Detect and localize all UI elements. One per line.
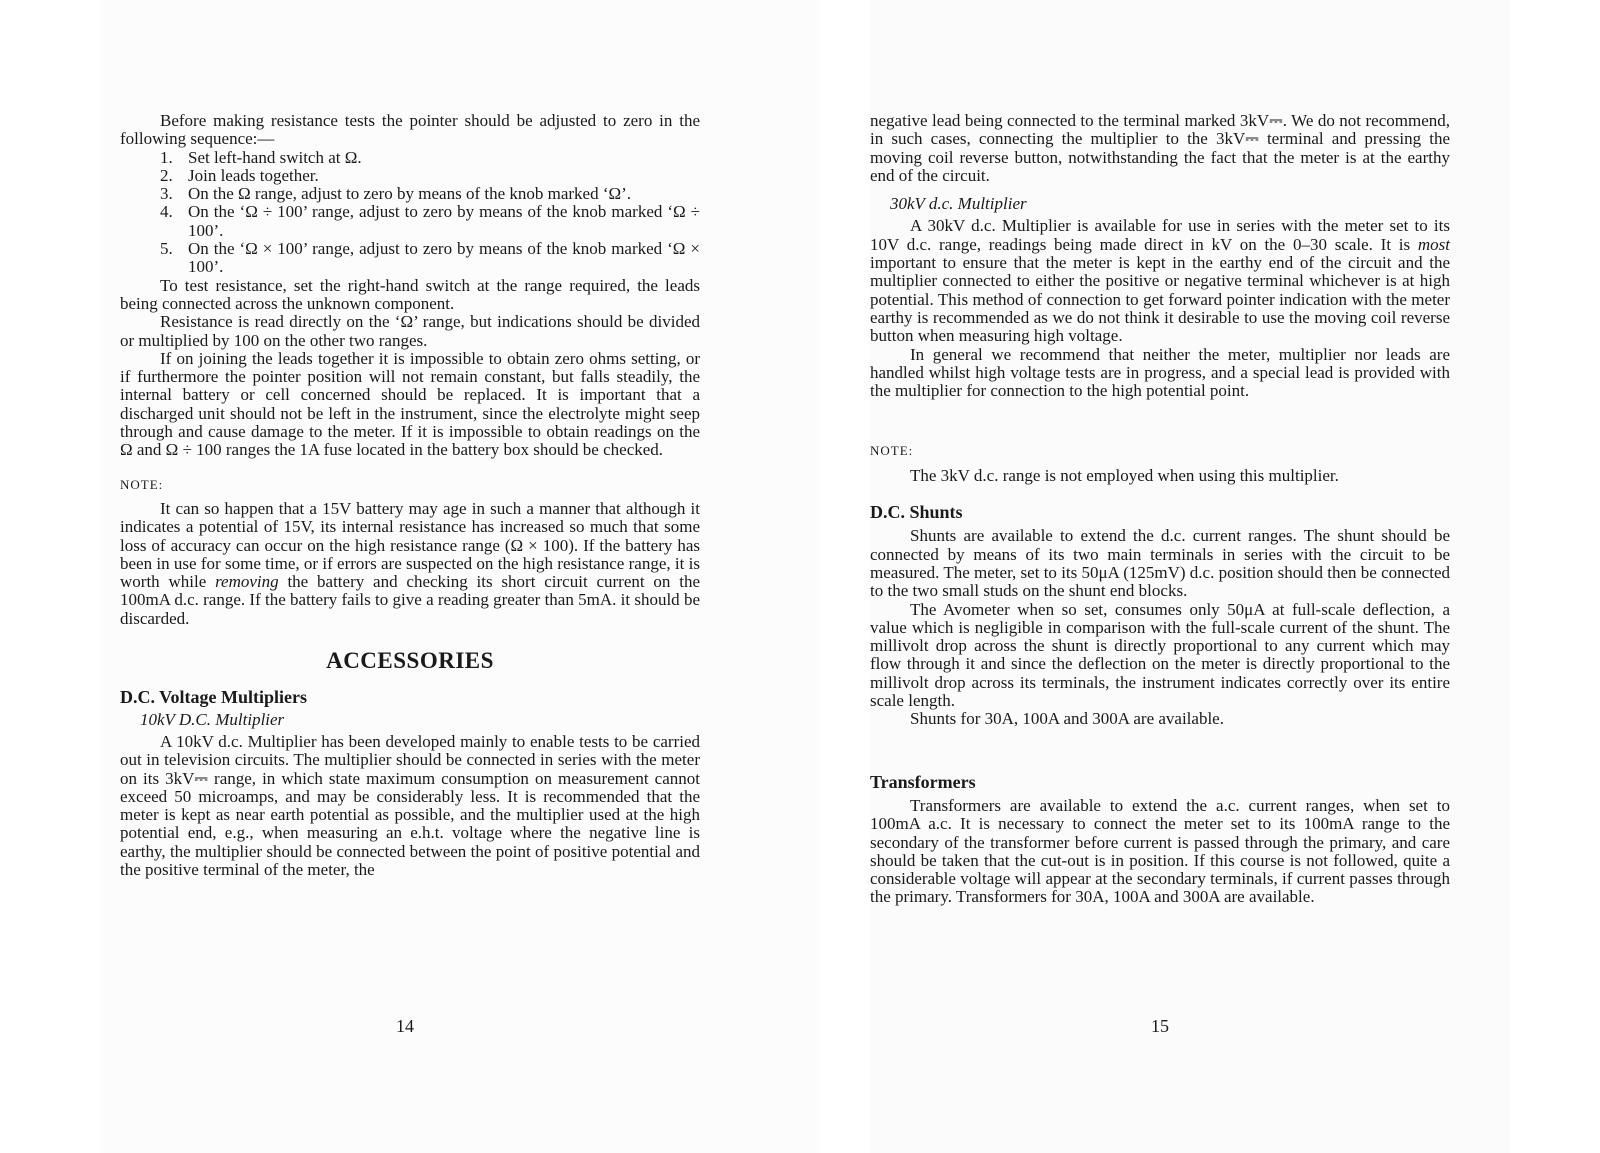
step-text: Join leads together.: [188, 165, 319, 185]
list-item: [120, 185, 700, 203]
transformers-heading: Transformers: [870, 771, 976, 792]
step-number: 1.: [160, 147, 173, 167]
note-text-part: the battery and checking its short circuit current on the 100mA d.c. range. If the battery fails to give a reading greater than 5mA. it should be discarded.: [120, 572, 700, 628]
dc-voltage-multipliers-heading: D.C. Voltage Multipliers: [120, 687, 307, 708]
step-number: 3.: [160, 184, 173, 204]
step-text: On the ‘Ω ÷ 100’ range, adjust to zero by means of the knob marked ‘Ω ÷ 100’.: [188, 202, 700, 240]
10kv-multiplier-subheading: 10kV D.C. Multiplier: [140, 709, 285, 729]
shunts-available-paragraph: Shunts for 30A, 100A and 300A are available.: [910, 709, 1224, 729]
30kv-multiplier-paragraph: [870, 217, 1450, 345]
note-label: NOTE:: [870, 443, 914, 459]
note-text: The 3kV d.c. range is not employed when using this multiplier.: [910, 465, 1339, 485]
zero-ohms-paragraph: If on joining the leads together it is impossible to obtain zero ohms setting, or if furthermore the pointer position will not remain constant, but falls steadily, the internal battery or cell concerned should be replaced. It is important that a discharged unit should not be left in the instrument, since the electrolyte might seep through and cause damage to the meter. If it is impossible to obtain readings on the Ω and Ω ÷ 100 ranges the 1A fuse located in the battery box should be checked.: [120, 348, 700, 460]
note-label: NOTE:: [120, 476, 164, 492]
note-text-part: It can so happen that a 15V battery may age in such a manner that although it indicates a potential of 15V, its internal resistance has increased so much that some loss of accuracy can occur on the high resistance range (Ω × 100). If the battery has been in use for some time, or if errors are suspected on the high resistance range, it is worth while: [120, 498, 700, 592]
list-item: [120, 203, 700, 240]
intro-paragraph: Before making resistance tests the pointer should be adjusted to zero in the following sequence:—: [120, 111, 700, 149]
paragraph-text-part: A 30kV d.c. Multiplier is available for use in series with the meter set to its 10V d.c. range, readings being made direct in kV on the 0–30 scale. It is: [870, 216, 1450, 254]
paragraph-emphasis: most: [1417, 234, 1450, 254]
10kv-multiplier-paragraph: A 10kV d.c. Multiplier has been developed mainly to enable tests to be carried out in television circuits. The multiplier should be connected in series with the meter on its 3kV⎓ range, in which state maximum consumption on measurement cannot exceed 50 microamps, and may be considerably less. It is recommended that the meter is kept as near earth potential as possible, and the multiplier used at the high potential end, e.g., when measuring an e.h.t. voltage where the negative line is earthy, the multiplier should be connected between the point of positive potential and the positive terminal of the meter, the: [120, 731, 700, 879]
step-text: On the ‘Ω × 100’ range, adjust to zero by means of the knob marked ‘Ω × 100’.: [188, 239, 700, 277]
read-resistance-paragraph: Resistance is read directly on the ‘Ω’ range, but indications should be divided or multiplied by 100 on the other two ranges.: [120, 312, 700, 350]
left-page: [100, 0, 820, 1153]
continued-paragraph: negative lead being connected to the terminal marked 3kV⎓. We do not recommend, in such cases, connecting the multiplier to the 3kV⎓ terminal and pressing the moving coil reverse button, notwithstanding the fact that the meter is at the earthy end of the circuit.: [870, 111, 1450, 185]
transformers-paragraph: Transformers are available to extend the a.c. current ranges, when set to 100mA a.c. It is necessary to connect the meter set to its 100mA range to the secondary of the transformer before current is passed through the primary, and care should be taken that the cut-out is in position. If this course is not followed, quite a considerable voltage will appear at the secondary terminals, if current passes through the primary. Transformers for 30A, 100A and 300A are available.: [870, 795, 1450, 907]
list-item: [120, 167, 700, 185]
step-number: 2.: [160, 165, 173, 185]
accessories-heading: ACCESSORIES: [326, 648, 494, 674]
zero-adjust-steps: [120, 149, 700, 277]
paragraph-text-part: important to ensure that the meter is kept in the earthy end of the circuit and the multiplier connected to either the positive or negative terminal whichever is at high potential. This method of connection to get forward pointer indication with the meter earthy is recommended as we do not think it desirable to use the moving coil reverse button when measuring high voltage.: [870, 253, 1450, 346]
avometer-paragraph: The Avometer when so set, consumes only 50μA at full-scale deflection, a value which is negligible in comparison with the full-scale current of the shunt. The millivolt drop across the shunt is directly proportional to any current which may flow through it and since the deflection on the meter is directly proportional to the millivolt drop across its terminals, the instrument indicates correctly over its entire scale length.: [870, 599, 1450, 711]
test-resistance-paragraph: To test resistance, set the right-hand switch at the range required, the leads being connected across the unknown component.: [120, 275, 700, 313]
right-page: [870, 0, 1510, 1153]
30kv-multiplier-subheading: 30kV d.c. Multiplier: [890, 194, 1027, 214]
note-emphasis: removing: [215, 572, 279, 592]
left-page-content: [120, 112, 700, 879]
page-number: 15: [1151, 1016, 1169, 1036]
dc-shunts-heading: D.C. Shunts: [870, 502, 963, 523]
right-page-content: [870, 112, 1450, 907]
step-text: On the Ω range, adjust to zero by means of the knob marked ‘Ω’.: [188, 184, 632, 204]
step-number: 5.: [160, 239, 173, 259]
list-item: [120, 149, 700, 167]
general-recommendation-paragraph: In general we recommend that neither the meter, multiplier nor leads are handled whilst high voltage tests are in progress, and a special lead is provided with the multiplier for connection to the high potential point.: [870, 344, 1450, 401]
step-number: 4.: [160, 202, 173, 222]
shunts-paragraph: Shunts are available to extend the d.c. current ranges. The shunt should be connected by means of its two main terminals in series with the circuit to be measured. The meter, set to its 50μA (125mV) d.c. position should then be connected to the two small studs on the shunt end blocks.: [870, 526, 1450, 601]
page-number: 14: [396, 1016, 414, 1036]
step-text: Set left-hand switch at Ω.: [188, 147, 362, 167]
battery-note-paragraph: [120, 500, 700, 628]
list-item: [120, 240, 700, 277]
